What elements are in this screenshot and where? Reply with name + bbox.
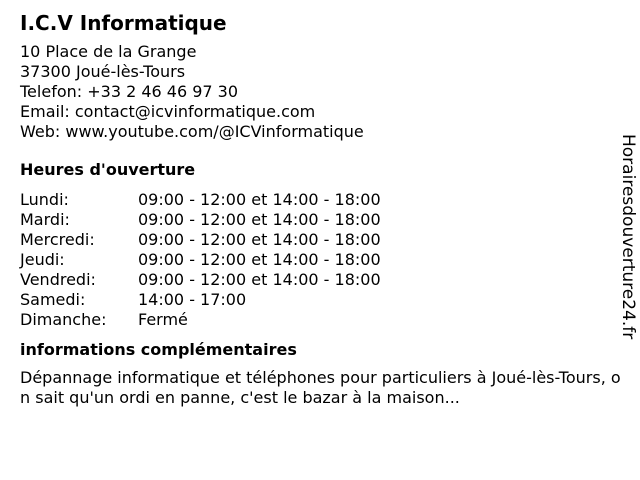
hours-time: 09:00 - 12:00 et 14:00 - 18:00 — [138, 250, 381, 269]
address-street: 10 Place de la Grange — [20, 42, 197, 61]
hours-time: 09:00 - 12:00 et 14:00 - 18:00 — [138, 270, 381, 289]
hours-day: Vendredi: — [20, 270, 96, 289]
business-card — [20, 10, 621, 408]
hours-time: 09:00 - 12:00 et 14:00 - 18:00 — [138, 210, 381, 229]
hours-day: Dimanche: — [20, 310, 107, 329]
hours-row-mercredi — [20, 230, 610, 250]
email-line: Email: contact@icvinformatique.com — [20, 102, 316, 121]
info-heading: informations complémentaires — [20, 340, 297, 359]
hours-row-vendredi — [20, 270, 610, 290]
hours-time: 09:00 - 12:00 et 14:00 - 18:00 — [138, 190, 381, 209]
business-name: I.C.V Informatique — [20, 11, 227, 35]
phone-line: Telefon: +33 2 46 46 97 30 — [20, 82, 239, 101]
hours-table — [20, 190, 610, 330]
info-text: Dépannage informatique et téléphones pour particuliers à Joué-lès-Tours, on sait qu'un ordi en panne, c'est le bazar à la maison... — [20, 368, 621, 407]
hours-day: Samedi: — [20, 290, 86, 309]
hours-day: Mercredi: — [20, 230, 95, 249]
hours-row-dimanche — [20, 310, 610, 330]
hours-day: Lundi: — [20, 190, 69, 209]
hours-heading: Heures d'ouverture — [20, 160, 196, 179]
contact-block — [20, 42, 610, 142]
watermark-text: Horairesdouverture24.fr — [618, 134, 638, 340]
hours-row-lundi — [20, 190, 610, 210]
hours-time: Fermé — [138, 310, 188, 329]
hours-row-samedi — [20, 290, 610, 310]
hours-row-jeudi — [20, 250, 610, 270]
web-line: Web: www.youtube.com/@ICVinformatique — [20, 122, 364, 141]
hours-time: 09:00 - 12:00 et 14:00 - 18:00 — [138, 230, 381, 249]
hours-row-mardi — [20, 210, 610, 230]
hours-day: Jeudi: — [20, 250, 65, 269]
hours-day: Mardi: — [20, 210, 70, 229]
hours-time: 14:00 - 17:00 — [138, 290, 247, 309]
address-city: 37300 Joué-lès-Tours — [20, 62, 186, 81]
